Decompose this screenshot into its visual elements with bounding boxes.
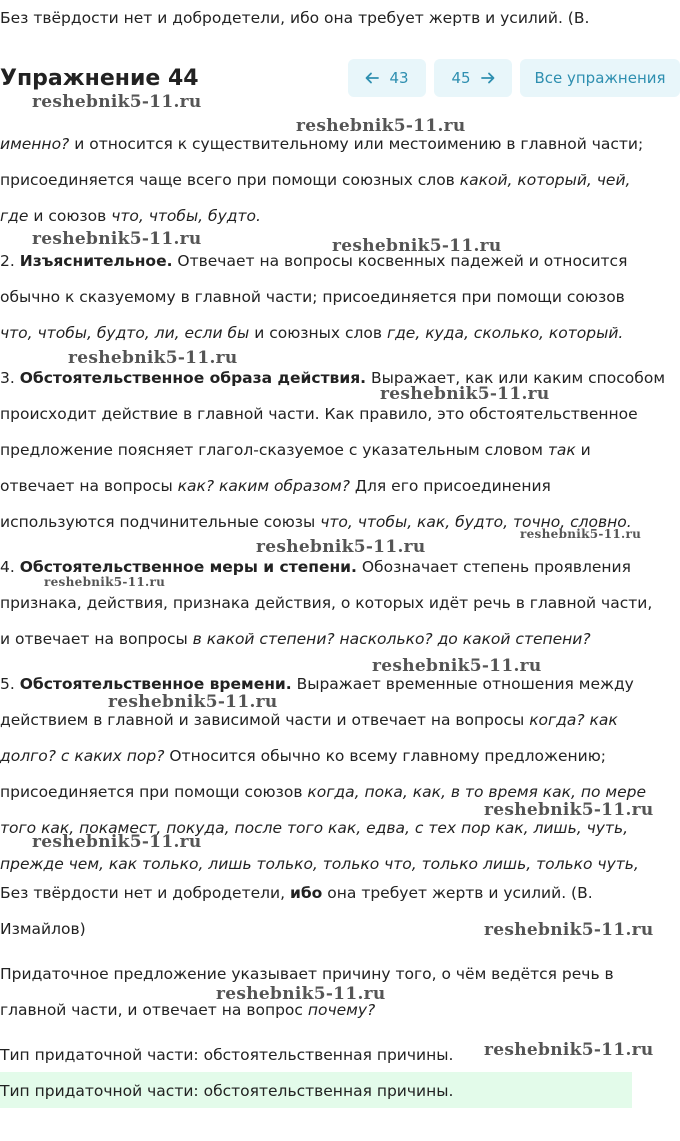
text-line: что, чтобы, будто, ли, если бы и союзных слов где, куда, сколько, который. — [0, 324, 624, 342]
watermark: reshebnik5-11.ru — [44, 575, 166, 589]
arrow-left-icon — [365, 71, 379, 85]
text-line: Тип придаточной части: обстоятельственная причины. — [0, 1046, 454, 1064]
text-line: Измайлов) — [0, 920, 86, 938]
watermark: reshebnik5-11.ru — [520, 527, 642, 541]
text-line: 2. Изъяснительное. Отвечает на вопросы косвенных падежей и относится — [0, 252, 628, 270]
watermark: reshebnik5-11.ru — [380, 384, 550, 404]
text-line: присоединяется чаще всего при помощи союзных слов какой, который, чей, — [0, 171, 631, 189]
all-exercises-button[interactable] — [520, 59, 680, 97]
page-title: Упражнение 44 — [0, 66, 199, 91]
text-line: используются подчинительные союзы что, чтобы, как, будто, точно, словно. — [0, 513, 632, 531]
text-line: прежде чем, как только, лишь только, только что, только лишь, только чуть, — [0, 855, 639, 873]
text-line: именно? и относится к существительному или местоимению в главной части; — [0, 135, 644, 153]
prev-exercise-button[interactable] — [348, 59, 426, 97]
watermark: reshebnik5-11.ru — [32, 92, 202, 112]
text-line: 5. Обстоятельственное времени. Выражает временные отношения между — [0, 675, 634, 693]
text-line: и отвечает на вопросы в какой степени? насколько? до какой степени? — [0, 630, 591, 648]
all-exercises-label: Все упражнения — [534, 69, 666, 87]
watermark: reshebnik5-11.ru — [32, 229, 202, 249]
text-line: присоединяется при помощи союзов когда, пока, как, в то время как, по мере — [0, 783, 647, 801]
text-line: обычно к сказуемому в главной части; присоединяется при помощи союзов — [0, 288, 625, 306]
watermark: reshebnik5-11.ru — [108, 692, 278, 712]
answer-text: Тип придаточной части: обстоятельственная причины. — [0, 1082, 454, 1100]
text-line: 4. Обстоятельственное меры и степени. Обозначает степень проявления — [0, 558, 631, 576]
watermark: reshebnik5-11.ru — [216, 984, 386, 1004]
text-line: 3. Обстоятельственное образа действия. Выражает, как или каким способом — [0, 369, 666, 387]
watermark: reshebnik5-11.ru — [484, 800, 654, 820]
watermark: reshebnik5-11.ru — [484, 1040, 654, 1060]
text-line: где и союзов что, чтобы, будто. — [0, 207, 261, 225]
arrow-right-icon — [481, 71, 495, 85]
watermark: reshebnik5-11.ru — [32, 832, 202, 852]
top-text-line: Без твёрдости нет и добродетели, ибо она требует жертв и усилий. (В. — [0, 9, 590, 27]
watermark: reshebnik5-11.ru — [68, 348, 238, 368]
text-line: того как, покамест, покуда, после того как, едва, с тех пор как, лишь, чуть, — [0, 819, 629, 837]
watermark: reshebnik5-11.ru — [372, 656, 542, 676]
text-line: Придаточное предложение указывает причину того, о чём ведётся речь в — [0, 965, 614, 983]
text-line: долго? с каких пор? Относится обычно ко всему главному предложению; — [0, 747, 607, 765]
text-line: главной части, и отвечает на вопрос почему? — [0, 1001, 376, 1019]
text-line: действием в главной и зависимой части и отвечает на вопросы когда? как — [0, 711, 618, 729]
watermark: reshebnik5-11.ru — [484, 920, 654, 940]
text-line: признака, действия, признака действия, о которых идёт речь в главной части, — [0, 594, 653, 612]
next-exercise-button[interactable] — [434, 59, 512, 97]
watermark: reshebnik5-11.ru — [256, 537, 426, 557]
text-line: отвечает на вопросы как? каким образом? Для его присоединения — [0, 477, 551, 495]
next-exercise-label: 45 — [451, 69, 471, 87]
prev-exercise-label: 43 — [389, 69, 409, 87]
watermark: reshebnik5-11.ru — [332, 236, 502, 256]
text-line: предложение поясняет глагол-сказуемое с указательным словом так и — [0, 441, 591, 459]
text-line: происходит действие в главной части. Как правило, это обстоятельственное — [0, 405, 638, 423]
watermark: reshebnik5-11.ru — [296, 116, 466, 136]
text-line: Без твёрдости нет и добродетели, ибо она требует жертв и усилий. (В. — [0, 884, 593, 902]
